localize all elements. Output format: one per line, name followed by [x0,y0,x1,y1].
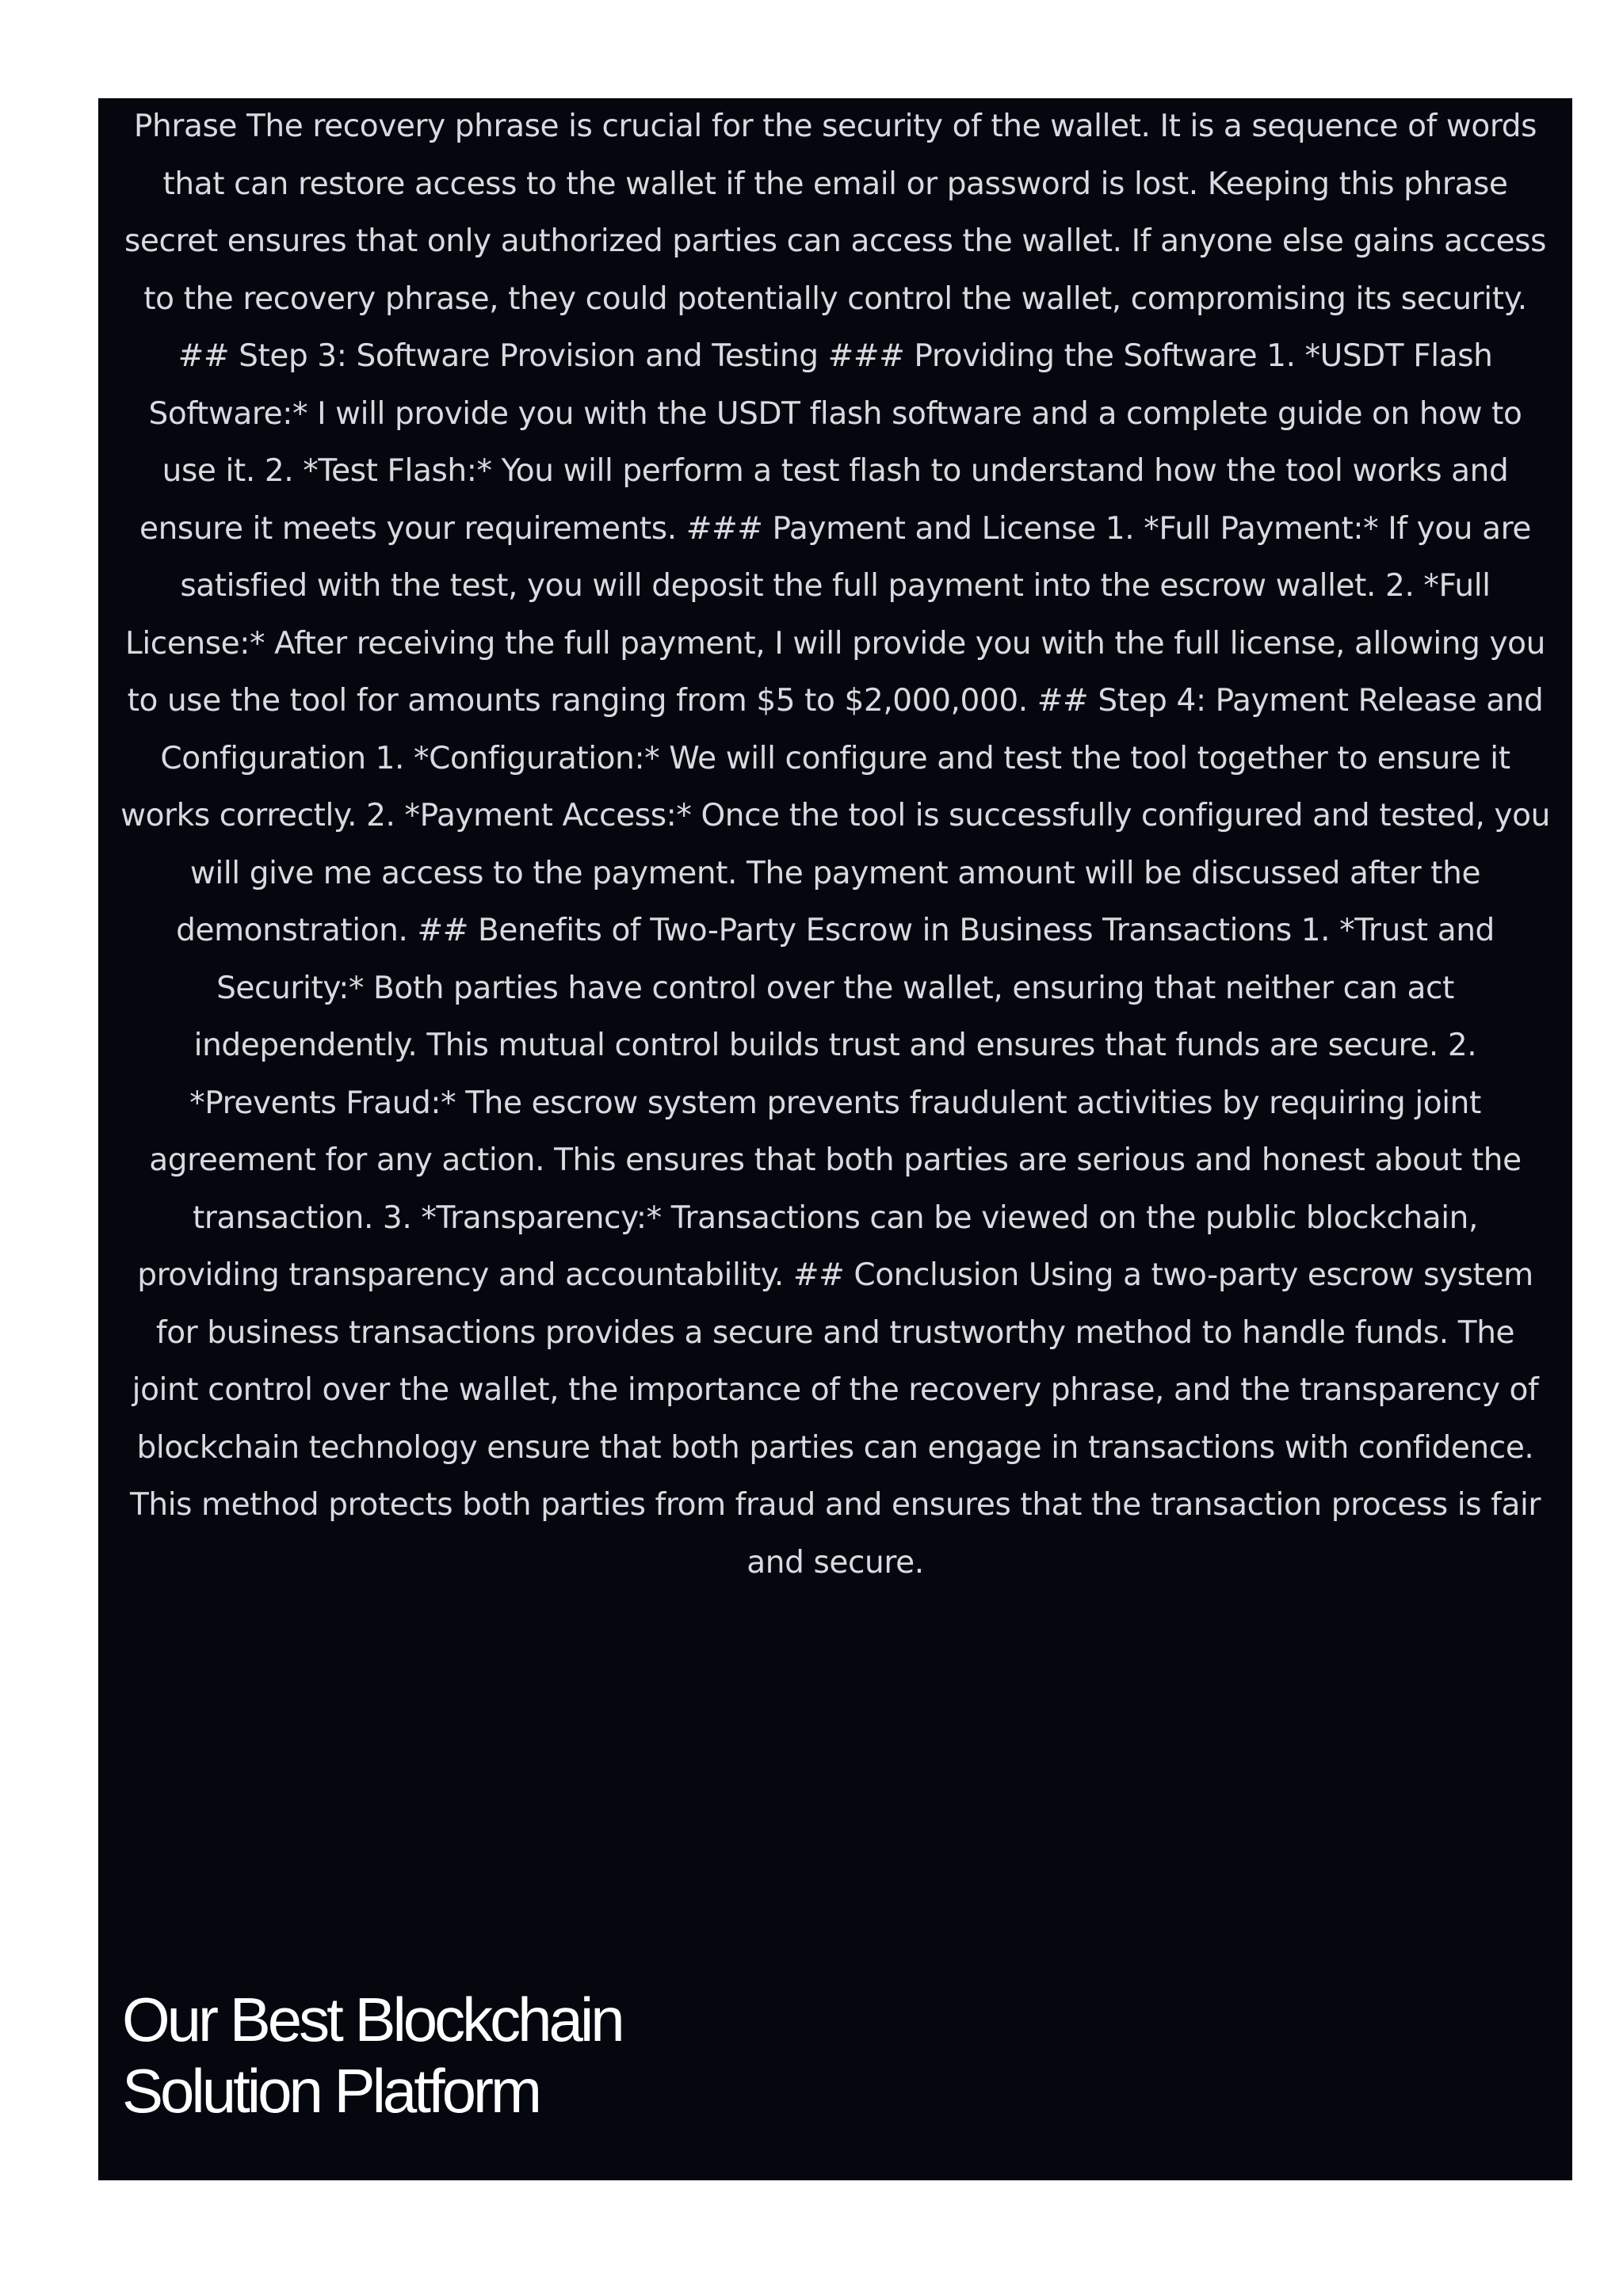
document-panel [98,98,1572,2180]
footer-title-line-1: Our Best Blockchain [122,1985,622,2054]
footer-title [122,1984,622,2126]
body-text: Phrase The recovery phrase is crucial for the security of the wallet. It is a sequence of words that can restore access to the wallet if the email or password is lost. Keeping this phrase secret ensures that only authorized parties can access the wallet. If anyone else gains access to the recovery phrase, they could potentially control the wallet, compromising its security. ## Step 3: Software Provision and Testing ### Providing the Software 1. *USDT Flash Software:* I will provide you with the USDT flash software and a complete guide on how to use it. 2. *Test Flash:* You will perform a test flash to understand how the tool works and ensure it meets your requirements. ### Payment and License 1. *Full Payment:* If you are satisfied with the test, you will deposit the full payment into the escrow wallet. 2. *Full License:* After receiving the full payment, I will provide you with the full license, allowing you to use the tool for amounts ranging from $5 to $2,000,000. ## Step 4: Payment Release and Configuration 1. *Configuration:* We will configure and test the tool together to ensure it works correctly. 2. *Payment Access:* Once the tool is successfully configured and tested, you will give me access to the payment. The payment amount will be discussed after the demonstration. ## Benefits of Two-Party Escrow in Business Transactions 1. *Trust and Security:* Both parties have control over the wallet, ensuring that neither can act independently. This mutual control builds trust and ensures that funds are secure. 2. *Prevents Fraud:* The escrow system prevents fraudulent activities by requiring joint agreement for any action. This ensures that both parties are serious and honest about the transaction. 3. *Transparency:* Transactions can be viewed on the public blockchain, providing transparency and accountability. ## Conclusion Using a two-party escrow system for business transactions provides a secure and trustworthy method to handle funds. The joint control over the wallet, the importance of the recovery phrase, and the transparency of blockchain technology ensure that both parties can engage in transactions with confidence. This method protects both parties from fraud and ensures that the transaction process is fair and secure. [120,109,1550,1581]
footer-title-line-2: Solution Platform [122,2056,539,2126]
